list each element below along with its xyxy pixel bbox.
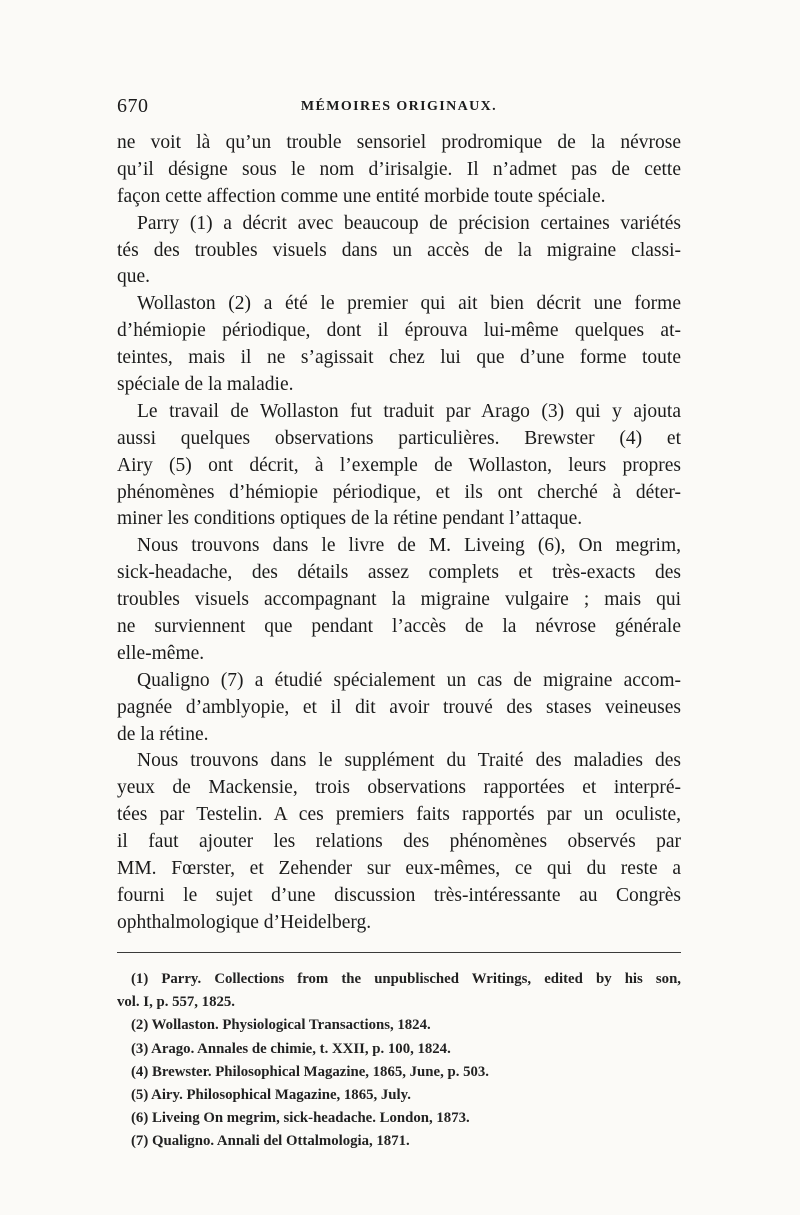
running-head: MÉMOIRES ORIGINAUX.: [300, 99, 498, 114]
text-line: ne voit là qu’un trouble sensoriel prodromique de la névrose: [117, 132, 681, 153]
text-line: il faut ajouter les relations des phénomènes observés par: [117, 831, 681, 853]
text-line: Airy (5) ont décrit, à l’exemple de Wollaston, leurs propres: [117, 454, 681, 476]
text-line: ne surviennent que pendant l’accès de la névrose générale: [117, 616, 681, 638]
text-line: yeux de Mackensie, trois observations rapportées et interpré-: [117, 777, 681, 799]
text-line: spéciale de la maladie.: [117, 374, 294, 396]
footnote-line: (7) Qualigno. Annali del Ottalmologia, 1871.: [131, 1133, 410, 1150]
text-line: elle-même.: [117, 642, 205, 664]
text-line: fourni le sujet d’une discussion très-intéressante au Congrès: [117, 884, 681, 906]
text-line: Nous trouvons dans le livre de M. Liveing (6), On megrim,: [137, 535, 681, 557]
footnote-line: (3) Arago. Annales de chimie, t. XXII, p. 100, 1824.: [131, 1040, 451, 1057]
text-line: ophthalmologique d’Heidelberg.: [117, 911, 372, 933]
footnote-line: (1) Parry. Collections from the unpublisched Writings, edited by his son,: [131, 971, 681, 987]
text-line: d’hémiopie périodique, dont il éprouva lui-même quelques at-: [117, 320, 681, 342]
text-line: phénomènes d’hémiopie périodique, et ils ont cherché à déter-: [117, 481, 681, 503]
text-line: sick-headache, des détails assez complets et très-exacts des: [117, 562, 681, 584]
footnote-line: (4) Brewster. Philosophical Magazine, 1865, June, p. 503.: [131, 1063, 490, 1080]
text-line: Parry (1) a décrit avec beaucoup de précision certaines variétés: [137, 212, 681, 234]
text-line: de la rétine.: [117, 723, 209, 745]
footnote-divider: [117, 952, 681, 953]
text-line: qu’il désigne sous le nom d’irisalgie. Il n’admet pas de cette: [117, 158, 681, 180]
text-line: Nous trouvons dans le supplément du Traité des maladies des: [137, 750, 681, 772]
text-line: façon cette affection comme une entité morbide toute spéciale.: [117, 185, 606, 207]
footnote-line: vol. I, p. 557, 1825.: [117, 994, 235, 1011]
footnote-line: (2) Wollaston. Physiological Transactions, 1824.: [131, 1017, 431, 1034]
text-line: aussi quelques observations particulières. Brewster (4) et: [117, 427, 681, 449]
footnotes: [117, 968, 681, 1154]
page-number: 670: [117, 95, 149, 117]
footnote-line: (5) Airy. Philosophical Magazine, 1865, July.: [131, 1086, 411, 1103]
text-line: MM. Fœrster, et Zehender sur eux-mêmes, ce qui du reste a: [117, 858, 681, 880]
page-header: [117, 95, 681, 123]
body-text: [117, 130, 681, 937]
text-line: tées par Testelin. A ces premiers faits rapportés par un oculiste,: [117, 804, 681, 826]
footnote-line: (6) Liveing On megrim, sick-headache. London, 1873.: [131, 1110, 470, 1127]
text-line: miner les conditions optiques de la rétine pendant l’attaque.: [117, 508, 583, 530]
text-line: troubles visuels accompagnant la migraine vulgaire ; mais qui: [117, 589, 681, 611]
text-line: Qualigno (7) a étudié spécialement un cas de migraine accom-: [137, 669, 681, 691]
text-line: tés des troubles visuels dans un accès de la migraine classi-: [117, 239, 681, 261]
text-line: Le travail de Wollaston fut traduit par Arago (3) qui y ajouta: [137, 400, 681, 422]
text-line: teintes, mais il ne s’agissait chez lui que d’une forme toute: [117, 347, 681, 369]
text-line: Wollaston (2) a été le premier qui ait bien décrit une forme: [137, 293, 681, 315]
text-line: pagnée d’amblyopie, et il dit avoir trouvé des stases veineuses: [117, 696, 681, 718]
text-line: que.: [117, 266, 151, 288]
